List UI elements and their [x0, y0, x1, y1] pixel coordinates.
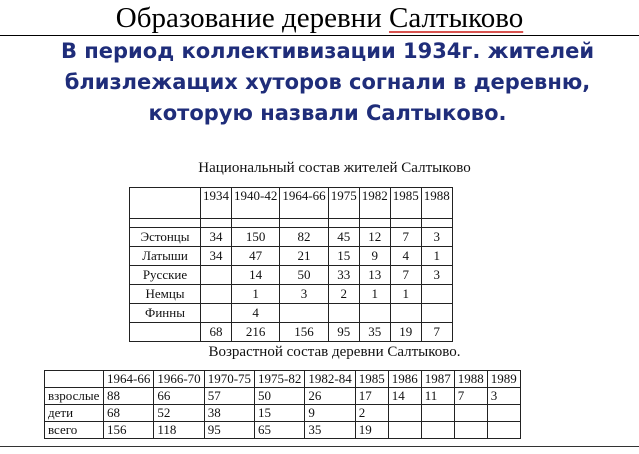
spacer-cell [390, 219, 421, 228]
year-header-cell: 1989 [487, 371, 520, 388]
age-composition-table [44, 370, 521, 439]
total-cell: 95 [328, 323, 359, 342]
table-row [130, 228, 453, 247]
year-header-cell: 1988 [421, 188, 452, 219]
value-cell [201, 304, 232, 323]
bottom-divider [0, 446, 639, 447]
value-cell: 2 [355, 405, 388, 422]
value-cell [487, 422, 520, 439]
year-header-cell: 1964-66 [104, 371, 154, 388]
year-header-cell: 1987 [421, 371, 454, 388]
table-row [45, 422, 521, 439]
value-cell [328, 304, 359, 323]
spacer-cell [421, 219, 452, 228]
value-cell [421, 422, 454, 439]
value-cell [359, 304, 390, 323]
value-cell: 21 [280, 247, 328, 266]
value-cell: 26 [305, 388, 355, 405]
title-prefix: Образование деревни [115, 2, 389, 34]
row-label-cell: Финны [130, 304, 201, 323]
value-cell: 50 [255, 388, 305, 405]
total-cell: 156 [280, 323, 328, 342]
total-cell: 19 [390, 323, 421, 342]
value-cell: 3 [487, 388, 520, 405]
table-row [130, 266, 453, 285]
row-label-cell: Русские [130, 266, 201, 285]
total-cell: 216 [232, 323, 280, 342]
value-cell: 38 [204, 405, 254, 422]
spacer-cell [328, 219, 359, 228]
value-cell: 1 [232, 285, 280, 304]
value-cell: 50 [280, 266, 328, 285]
table-header-row [45, 371, 521, 388]
value-cell [454, 405, 487, 422]
total-cell: 68 [201, 323, 232, 342]
year-header-cell: 1982 [359, 188, 390, 219]
row-label-cell: взрослые [45, 388, 104, 405]
year-header-cell: 1964-66 [280, 188, 328, 219]
value-cell: 7 [390, 266, 421, 285]
value-cell: 3 [421, 228, 452, 247]
row-label-cell: всего [45, 422, 104, 439]
value-cell: 11 [421, 388, 454, 405]
value-cell: 2 [328, 285, 359, 304]
value-cell: 33 [328, 266, 359, 285]
value-cell: 14 [388, 388, 421, 405]
table-row [130, 304, 453, 323]
value-cell [201, 285, 232, 304]
value-cell [388, 422, 421, 439]
year-header-cell: 1975-82 [255, 371, 305, 388]
national-composition-table [129, 187, 453, 342]
value-cell: 68 [104, 405, 154, 422]
spacer-cell [359, 219, 390, 228]
table-row [45, 388, 521, 405]
year-header-cell: 1934 [201, 188, 232, 219]
total-cell: 35 [359, 323, 390, 342]
value-cell: 3 [421, 266, 452, 285]
spacer-cell [232, 219, 280, 228]
year-header-cell: 1970-75 [204, 371, 254, 388]
value-cell: 150 [232, 228, 280, 247]
value-cell: 1 [359, 285, 390, 304]
value-cell [201, 266, 232, 285]
table-row [130, 247, 453, 266]
value-cell: 57 [204, 388, 254, 405]
corner-cell [45, 371, 104, 388]
value-cell [388, 405, 421, 422]
age-table-caption: Возрастной состав деревни Салтыково. [208, 344, 461, 360]
value-cell: 7 [390, 228, 421, 247]
value-cell [421, 285, 452, 304]
value-cell: 47 [232, 247, 280, 266]
corner-cell [130, 188, 201, 219]
value-cell [421, 304, 452, 323]
value-cell [421, 405, 454, 422]
value-cell: 4 [390, 247, 421, 266]
value-cell: 95 [204, 422, 254, 439]
value-cell: 88 [104, 388, 154, 405]
value-cell: 35 [305, 422, 355, 439]
value-cell: 1 [390, 285, 421, 304]
value-cell: 34 [201, 247, 232, 266]
year-header-cell: 1940-42 [232, 188, 280, 219]
value-cell: 15 [328, 247, 359, 266]
spacer-cell [201, 219, 232, 228]
year-header-cell: 1988 [454, 371, 487, 388]
value-cell: 9 [305, 405, 355, 422]
table-row [45, 405, 521, 422]
table-spacer-row [130, 219, 453, 228]
value-cell: 34 [201, 228, 232, 247]
value-cell: 66 [154, 388, 204, 405]
year-header-cell: 1986 [388, 371, 421, 388]
value-cell: 3 [280, 285, 328, 304]
total-cell: 7 [421, 323, 452, 342]
row-label-cell: дети [45, 405, 104, 422]
value-cell: 45 [328, 228, 359, 247]
value-cell: 4 [232, 304, 280, 323]
totals-row [130, 323, 453, 342]
national-table-caption: Национальный состав жителей Салтыково [198, 160, 471, 176]
row-label-cell [130, 323, 201, 342]
value-cell: 19 [355, 422, 388, 439]
value-cell: 118 [154, 422, 204, 439]
value-cell [487, 405, 520, 422]
value-cell: 82 [280, 228, 328, 247]
value-cell: 65 [255, 422, 305, 439]
value-cell: 17 [355, 388, 388, 405]
value-cell [454, 422, 487, 439]
row-label-cell: Эстонцы [130, 228, 201, 247]
spacer-cell [280, 219, 328, 228]
value-cell: 9 [359, 247, 390, 266]
value-cell: 15 [255, 405, 305, 422]
value-cell: 156 [104, 422, 154, 439]
year-header-cell: 1982-84 [305, 371, 355, 388]
value-cell: 7 [454, 388, 487, 405]
value-cell [280, 304, 328, 323]
table-header-row [130, 188, 453, 219]
value-cell: 13 [359, 266, 390, 285]
value-cell: 52 [154, 405, 204, 422]
intro-text: В период коллективизации 1934г. жителей близлежащих хуторов согнали в деревню, которую назвали Салтыково. [60, 39, 595, 125]
row-label-cell: Немцы [130, 285, 201, 304]
page-title [0, 2, 639, 34]
value-cell: 14 [232, 266, 280, 285]
value-cell: 1 [421, 247, 452, 266]
value-cell: 12 [359, 228, 390, 247]
year-header-cell: 1975 [328, 188, 359, 219]
year-header-cell: 1985 [390, 188, 421, 219]
spacer-cell [130, 219, 201, 228]
table-row [130, 285, 453, 304]
row-label-cell: Латыши [130, 247, 201, 266]
year-header-cell: 1966-70 [154, 371, 204, 388]
year-header-cell: 1985 [355, 371, 388, 388]
title-village-name: Салтыково [388, 2, 524, 34]
value-cell [390, 304, 421, 323]
